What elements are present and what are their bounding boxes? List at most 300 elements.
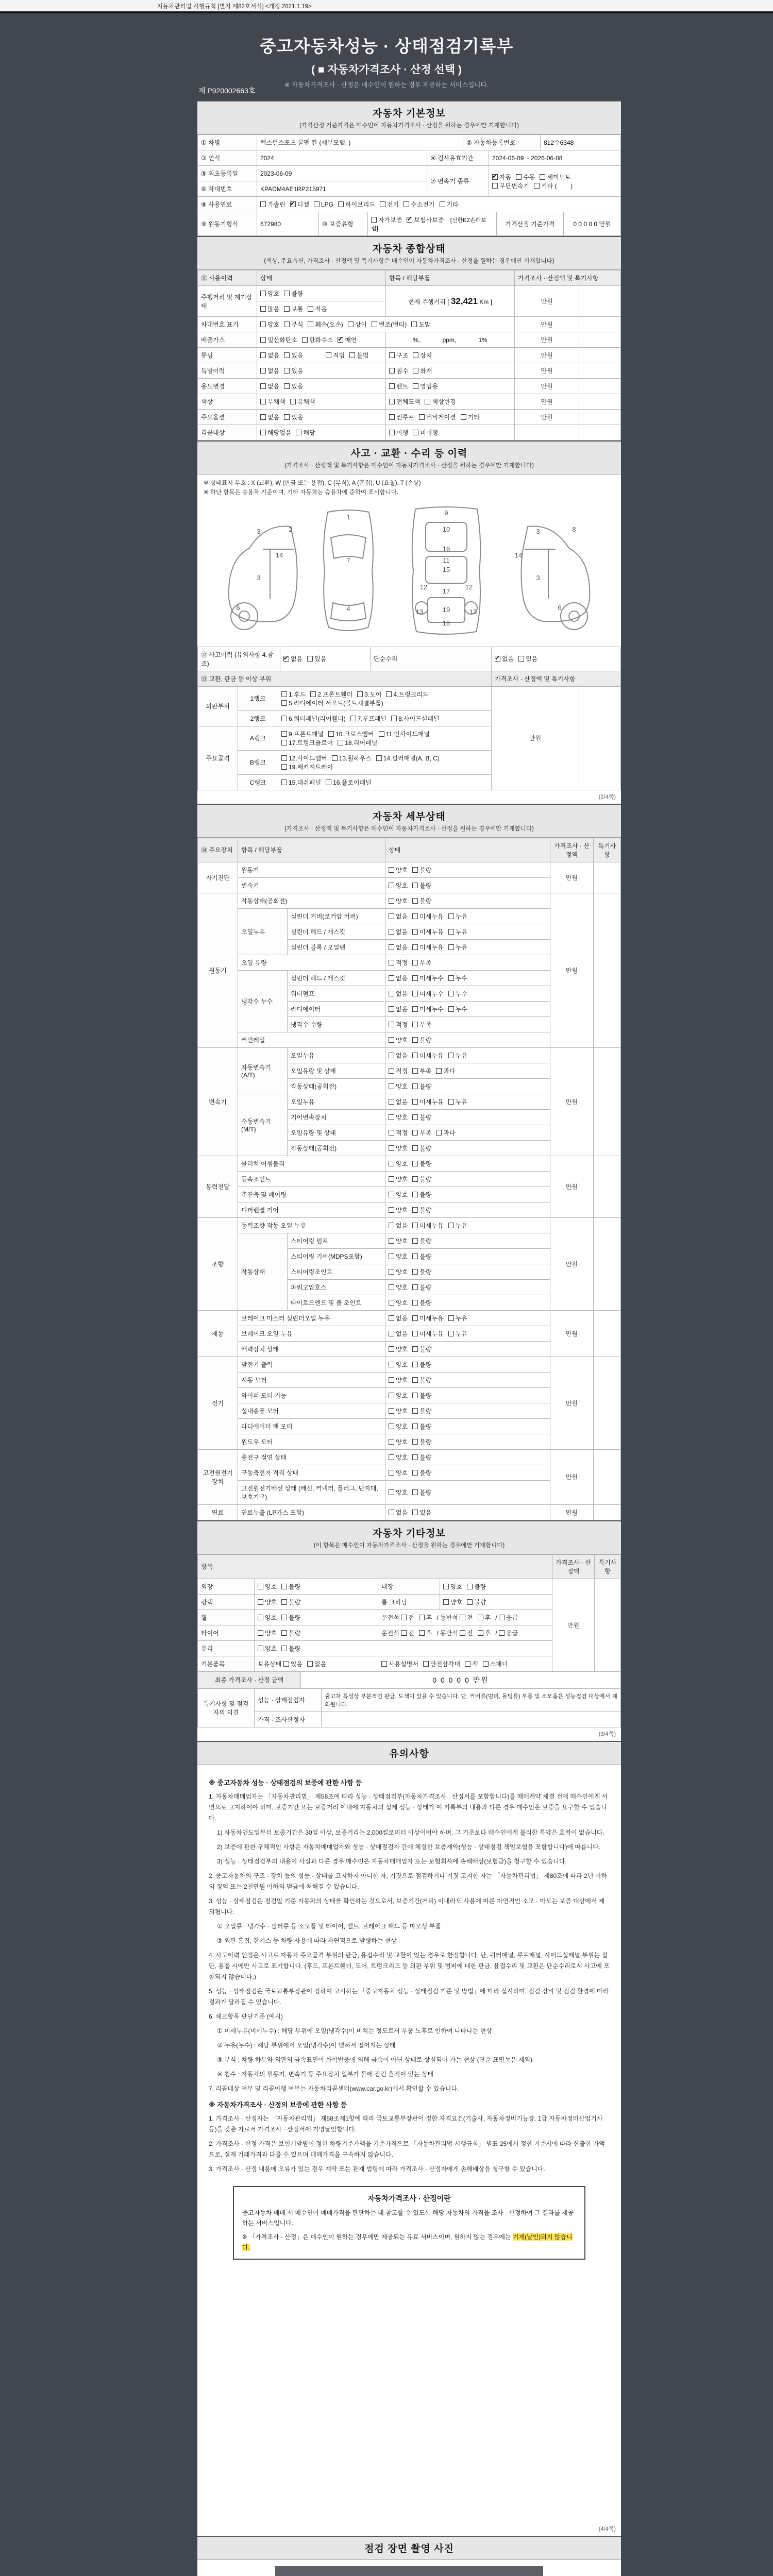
color-price: 만원: [515, 394, 579, 410]
checkbox-label: 불량: [419, 1160, 432, 1167]
group-note: [594, 1217, 621, 1310]
checkbox-양호[interactable]: [389, 1192, 394, 1197]
checkbox-불량[interactable]: [412, 1083, 418, 1089]
checkbox-label: 양호: [396, 1422, 408, 1430]
checkbox-option: [401, 1629, 414, 1637]
checkbox-무채색[interactable]: [260, 399, 266, 404]
checkbox-자가보증[interactable]: [371, 217, 377, 223]
fuel-options: [257, 197, 621, 212]
checkbox-양호[interactable]: [258, 1630, 263, 1636]
checkbox-label: 양호: [396, 1345, 408, 1353]
checkbox-option: [413, 428, 438, 437]
checkbox-양호[interactable]: [443, 1599, 449, 1605]
checkbox-부족[interactable]: [412, 1068, 418, 1074]
checkbox-미세누유[interactable]: [412, 929, 418, 935]
checkbox-option: [412, 1113, 431, 1122]
checkbox-option: [389, 1422, 408, 1431]
checkbox-적정[interactable]: [389, 1068, 394, 1074]
checkbox-미세누수[interactable]: [412, 1006, 418, 1012]
checkbox-양호[interactable]: [389, 867, 394, 873]
checkbox-12.사이드멤버[interactable]: [281, 755, 287, 761]
checkbox-option: [258, 1613, 277, 1622]
checkbox-스패너[interactable]: [483, 1661, 489, 1667]
checkbox-양호[interactable]: [389, 1253, 394, 1259]
checkbox-해당없음[interactable]: [260, 430, 266, 435]
checkbox-후[interactable]: [478, 1630, 483, 1636]
checkbox-불량[interactable]: [412, 1114, 418, 1120]
checkbox-적음[interactable]: [308, 306, 313, 312]
checkbox-누수[interactable]: [448, 1006, 454, 1012]
checkbox-불량[interactable]: [412, 1439, 418, 1445]
tuning-checks: [257, 348, 386, 363]
checkbox-option: [448, 1221, 467, 1230]
checkbox-훼손(오손)[interactable]: [308, 321, 313, 327]
checkbox-16.플로어패널[interactable]: [326, 779, 331, 785]
checkbox-미세누유[interactable]: [412, 1053, 418, 1058]
checkbox-있음[interactable]: [284, 383, 290, 389]
checkbox-누유[interactable]: [448, 944, 454, 950]
checkbox-양호[interactable]: [260, 321, 266, 327]
checkbox-label: 잭: [472, 1660, 478, 1668]
checkbox-label: 일산화탄소: [267, 336, 297, 344]
checkbox-사용설명서[interactable]: [381, 1661, 387, 1667]
checkbox-option: [260, 366, 279, 375]
checkbox-label: 9.프론트패널: [289, 730, 324, 738]
checkbox-option: [448, 927, 467, 936]
checkbox-option: [412, 1051, 443, 1060]
checkbox-19.패키지트레이[interactable]: [281, 764, 287, 770]
checkbox-불량[interactable]: [412, 1362, 418, 1367]
checkbox-불량[interactable]: [412, 1300, 418, 1306]
checkbox-무단변속기[interactable]: [492, 183, 498, 189]
checkbox-구조[interactable]: [389, 352, 395, 358]
checkbox-부식[interactable]: [284, 321, 290, 327]
recall-done-checks: [386, 425, 515, 440]
checkbox-label: 없음: [396, 1052, 408, 1059]
checkbox-불량[interactable]: [412, 1192, 418, 1197]
checkbox-label: 양호: [396, 1252, 408, 1260]
checkbox-option: [412, 1144, 431, 1153]
checkbox-없음[interactable]: [389, 1053, 394, 1058]
checkbox-가솔린[interactable]: [260, 201, 266, 207]
diagram-number: 13: [469, 607, 477, 616]
rank-row: [198, 686, 621, 710]
checkbox-9.프론트패널[interactable]: [281, 731, 287, 737]
checkbox-없음[interactable]: [389, 975, 394, 981]
checkbox-탄화수소[interactable]: [302, 337, 308, 343]
checkbox-후[interactable]: [419, 1630, 425, 1636]
checkbox-전기[interactable]: [380, 201, 385, 207]
checkbox-있음[interactable]: [412, 1510, 418, 1515]
checkbox-미세누수[interactable]: [412, 991, 418, 996]
checkbox-수소전기[interactable]: [404, 201, 409, 207]
final-price-table: [197, 1671, 621, 1689]
checkbox-불량[interactable]: [412, 1408, 418, 1414]
tuning-price: 만원: [515, 348, 579, 363]
checkbox-누유[interactable]: [448, 1331, 454, 1336]
checkbox-미세누유[interactable]: [412, 1099, 418, 1105]
checkbox-화재[interactable]: [413, 368, 418, 374]
checkbox-없음[interactable]: [389, 1315, 394, 1321]
checkbox-안전삼각대[interactable]: [423, 1661, 429, 1667]
checkbox-label: 양호: [265, 1614, 277, 1621]
checkbox-양호[interactable]: [389, 1176, 394, 1182]
checkbox-option: [404, 200, 434, 209]
checkbox-미세누유[interactable]: [412, 1223, 418, 1228]
checkbox-미세누수[interactable]: [412, 975, 418, 981]
checkbox-영업용[interactable]: [413, 383, 418, 389]
checkbox-10.크로스멤버[interactable]: [328, 731, 334, 737]
checkbox-양호[interactable]: [389, 1454, 394, 1460]
checkbox-유채색[interactable]: [290, 399, 296, 404]
checkbox-label: 매연: [345, 336, 357, 344]
checkbox-기타[interactable]: [461, 414, 466, 420]
checkbox-적정[interactable]: [389, 960, 394, 965]
checkbox-없음[interactable]: [389, 1099, 394, 1105]
checkbox-과다[interactable]: [436, 1068, 442, 1074]
checkbox-적정[interactable]: [389, 1022, 394, 1027]
checkbox-있음[interactable]: [284, 414, 290, 420]
checkbox-양호[interactable]: [389, 1423, 394, 1429]
options-checks: [257, 410, 386, 425]
checkbox-불량[interactable]: [412, 1037, 418, 1043]
color-checks: [257, 394, 386, 410]
checkbox-양호[interactable]: [389, 1037, 394, 1043]
notice-item: 2. 가격조사 · 산정 가격은 보험개발원이 정한 차량기준가액을 기준가격으로 「자동차관리법 시행규칙」 별표 25에서 정한 기준서에 따라 산출한 가액으로, 실제 거래가격과 다를 수 있으며 매매가격을 구속하지 않습니다.: [209, 2140, 605, 2158]
checkbox-양호[interactable]: [389, 1346, 394, 1352]
checkbox-양호[interactable]: [258, 1615, 263, 1620]
checkbox-불량[interactable]: [281, 1599, 287, 1605]
checkbox-불량[interactable]: [281, 1630, 287, 1636]
checkbox-불량[interactable]: [412, 1145, 418, 1151]
checkbox-누수[interactable]: [448, 991, 454, 996]
checkbox-양호[interactable]: [389, 1238, 394, 1244]
checkbox-네비게이션[interactable]: [419, 414, 425, 420]
checkbox-미세누유[interactable]: [412, 1331, 418, 1336]
checkbox-없음[interactable]: [495, 656, 500, 662]
checkbox-양호[interactable]: [389, 1269, 394, 1275]
checkbox-불량[interactable]: [412, 1470, 418, 1476]
checkbox-불량[interactable]: [412, 867, 418, 873]
checkbox-불량[interactable]: [412, 1161, 418, 1166]
checkbox-누유[interactable]: [448, 929, 454, 935]
checkbox-불량[interactable]: [412, 1253, 418, 1259]
checkbox-불량[interactable]: [467, 1599, 473, 1605]
checkbox-5.라디에이터 서포트(볼트체결부품)[interactable]: [281, 700, 287, 706]
checkbox-17.트렁크플로어[interactable]: [281, 740, 287, 745]
checkbox-없음[interactable]: [260, 383, 266, 389]
checkbox-11.인사이드패널[interactable]: [379, 731, 384, 737]
checkbox-label: 미세누유: [419, 943, 444, 951]
checkbox-label: 불량: [419, 1191, 432, 1198]
checkbox-누유[interactable]: [448, 1223, 454, 1228]
checkbox-양호[interactable]: [389, 1083, 394, 1089]
interior-label: 내장: [378, 1579, 440, 1594]
checkbox-3.도어[interactable]: [357, 691, 363, 697]
checkbox-응급[interactable]: [499, 1630, 505, 1636]
checkbox-있음[interactable]: [518, 656, 524, 662]
checkbox-장치[interactable]: [413, 352, 418, 358]
checkbox-option: [381, 1659, 418, 1668]
checkbox-보통[interactable]: [284, 306, 290, 312]
checkbox-LPG[interactable]: [314, 201, 320, 207]
checkbox-7.루프패널[interactable]: [350, 716, 356, 721]
checkbox-13.휠하우스[interactable]: [332, 755, 338, 761]
checkbox-없음[interactable]: [283, 656, 289, 662]
checkbox-없음[interactable]: [389, 991, 394, 996]
checkbox-양호[interactable]: [389, 1145, 394, 1151]
checkbox-미세누유[interactable]: [412, 1315, 418, 1321]
checkbox-label: 부식: [291, 321, 304, 328]
checkbox-후[interactable]: [419, 1615, 425, 1620]
checkbox-2.프론트휀더[interactable]: [310, 691, 316, 697]
checkbox-불량[interactable]: [412, 898, 418, 904]
checkbox-후[interactable]: [478, 1615, 483, 1620]
checkbox-4.트렁크리드[interactable]: [386, 691, 392, 697]
checkbox-label: 양호: [396, 1175, 408, 1183]
checkbox-양호[interactable]: [389, 1207, 394, 1213]
checkbox-불량[interactable]: [412, 1269, 418, 1275]
recall-price: [515, 425, 579, 440]
checkbox-잭[interactable]: [465, 1661, 470, 1667]
checkbox-14.필러패널(A, B, C)[interactable]: [376, 755, 382, 761]
checkbox-option: [389, 1345, 408, 1353]
checkbox-불량[interactable]: [412, 1176, 418, 1182]
checkbox-기타 ( )[interactable]: [534, 183, 540, 189]
checkbox-해당[interactable]: [296, 430, 301, 435]
checkbox-불량[interactable]: [412, 1377, 418, 1383]
checkbox-양호[interactable]: [258, 1646, 263, 1651]
checkbox-불량[interactable]: [412, 1393, 418, 1398]
table-row: [198, 348, 621, 363]
checkbox-전[interactable]: [460, 1630, 465, 1636]
checkbox-불량[interactable]: [281, 1584, 287, 1589]
diagram-number: 14: [275, 551, 283, 559]
checkbox-양호[interactable]: [389, 1161, 394, 1166]
checkbox-누유[interactable]: [448, 1315, 454, 1321]
checkbox-미세누유[interactable]: [412, 944, 418, 950]
item-state-checks: [385, 1156, 550, 1171]
checkbox-option: [389, 927, 408, 936]
checkbox-과다[interactable]: [436, 1130, 442, 1136]
checkbox-누유[interactable]: [448, 1099, 454, 1105]
checkbox-15.대쉬패널[interactable]: [281, 779, 287, 785]
checkbox-label: 10.크로스멤버: [335, 730, 374, 738]
checkbox-불량[interactable]: [412, 883, 418, 888]
checkbox-매연[interactable]: [338, 337, 343, 343]
checkbox-디젤[interactable]: [290, 201, 296, 207]
checkbox-불량[interactable]: [281, 1646, 287, 1651]
checkbox-전체도색[interactable]: [389, 399, 395, 404]
checkbox-양호[interactable]: [389, 1470, 394, 1476]
options-label: 주요옵션: [198, 410, 257, 425]
checkbox-양호[interactable]: [443, 1584, 449, 1589]
checkbox-전[interactable]: [460, 1615, 465, 1620]
mileage-price: 만원: [515, 286, 579, 317]
checkbox-있음[interactable]: [307, 656, 313, 662]
checkbox-부족[interactable]: [412, 1130, 418, 1136]
checkbox-label: 누유: [455, 943, 467, 951]
checkbox-불량[interactable]: [412, 1238, 418, 1244]
checkbox-기타[interactable]: [440, 201, 445, 207]
checkbox-불량[interactable]: [412, 1489, 418, 1495]
checkbox-변조(변타)[interactable]: [372, 321, 377, 327]
checkbox-보험사보증[interactable]: [407, 217, 412, 223]
etc-col-price: 가격조사 · 산정액: [552, 1554, 595, 1579]
checkbox-미이행[interactable]: [413, 430, 418, 435]
item-label: 기어변속장치: [288, 1109, 385, 1125]
checkbox-option: [412, 1406, 431, 1415]
checkbox-양호[interactable]: [389, 1439, 394, 1445]
usage-type-checks: [386, 379, 515, 394]
checkbox-option: [448, 974, 467, 982]
checkbox-없음[interactable]: [389, 1223, 394, 1228]
checkbox-양호[interactable]: [389, 1362, 394, 1367]
checkbox-썬루프[interactable]: [389, 414, 395, 420]
checkbox-label: 불량: [419, 1489, 432, 1497]
checkbox-이행[interactable]: [389, 430, 395, 435]
checkbox-option: [357, 690, 381, 699]
checkbox-양호[interactable]: [258, 1599, 263, 1605]
checkbox-양호[interactable]: [389, 1393, 394, 1398]
checkbox-침수[interactable]: [389, 368, 395, 374]
checkbox-없음[interactable]: [389, 913, 394, 919]
checkbox-label: 미세누유: [419, 1330, 444, 1337]
checkbox-option: [460, 1613, 473, 1622]
checkbox-option: [518, 654, 537, 663]
checkbox-option: [389, 366, 408, 375]
checkbox-전[interactable]: [401, 1615, 407, 1620]
checkbox-option: [258, 1598, 277, 1606]
checkbox-있음[interactable]: [284, 352, 290, 358]
exterior-checks: [255, 1579, 378, 1594]
checkbox-양호[interactable]: [258, 1584, 263, 1589]
checkbox-없음[interactable]: [389, 1331, 394, 1336]
checkbox-option: [281, 762, 333, 771]
checkbox-있음[interactable]: [284, 368, 290, 374]
checkbox-적법[interactable]: [326, 352, 331, 358]
checkbox-option: [389, 1113, 408, 1122]
checkbox-누유[interactable]: [448, 1053, 454, 1058]
checkbox-option: [499, 1613, 518, 1622]
item-label: 작동상태(공회전): [288, 1140, 385, 1156]
checkbox-불량[interactable]: [412, 1454, 418, 1460]
checkbox-불량[interactable]: [412, 1207, 418, 1213]
legend-line1: ※ 상태표시 부호 : X (교환), W (판금 또는 용접), C (부식), A (흠집), U (요철), T (손상): [204, 480, 421, 486]
checkbox-많음[interactable]: [260, 306, 266, 312]
checkbox-누수[interactable]: [448, 975, 454, 981]
section-etc-header: [197, 1520, 621, 1554]
checkbox-불법[interactable]: [349, 352, 355, 358]
checkbox-양호[interactable]: [389, 1114, 394, 1120]
page-marker: (3/4쪽): [598, 1731, 616, 1737]
checkbox-있음[interactable]: [283, 1661, 289, 1667]
checkbox-없음[interactable]: [389, 1006, 394, 1012]
checkbox-18.리어패널[interactable]: [338, 740, 343, 745]
checkbox-없음[interactable]: [260, 368, 266, 374]
group-note: [594, 1357, 621, 1449]
checkbox-option: [389, 397, 420, 406]
checkbox-양호[interactable]: [260, 291, 266, 296]
checkbox-없음[interactable]: [260, 352, 266, 358]
checkbox-전[interactable]: [401, 1630, 407, 1636]
checkbox-option: [376, 754, 440, 762]
checkbox-불량[interactable]: [467, 1584, 473, 1589]
rank-price: 만원: [492, 686, 579, 790]
item-state-checks: [385, 1295, 550, 1310]
checkbox-양호[interactable]: [389, 1408, 394, 1414]
checkbox-적정[interactable]: [389, 1130, 394, 1136]
checkbox-8.사이드실패널[interactable]: [391, 716, 397, 721]
checkbox-수동[interactable]: [516, 174, 522, 180]
checkbox-일산화탄소[interactable]: [260, 337, 266, 343]
checkbox-option: [260, 289, 279, 298]
checkbox-불량[interactable]: [412, 1346, 418, 1352]
item-state-checks: [385, 1248, 550, 1264]
notice-item: 3. 성능 · 상태점검은 점검일 기준 자동차의 상태를 확인하는 것으로서, 보증기간(거리) 이내라도 사용에 따른 자연적인 소모 · 마모는 보증 대상에서 제외됩니다.: [209, 1897, 605, 1916]
checkbox-양호[interactable]: [389, 883, 394, 888]
checkbox-없음[interactable]: [260, 414, 266, 420]
checkbox-6.쿼터패널(리어휀더)[interactable]: [281, 716, 287, 721]
checkbox-부족[interactable]: [412, 960, 418, 965]
checkbox-없음[interactable]: [389, 944, 394, 950]
checkbox-label: 양호: [396, 1299, 408, 1307]
checkbox-부족[interactable]: [412, 1022, 418, 1027]
checkbox-option: [314, 201, 333, 208]
item-state-checks: [385, 1418, 550, 1434]
engine-type-value: 672980: [257, 212, 319, 236]
checkbox-불량[interactable]: [281, 1615, 287, 1620]
checkbox-불량[interactable]: [284, 291, 290, 296]
checkbox-색상변경[interactable]: [425, 399, 430, 404]
checkbox-렌트[interactable]: [389, 383, 395, 389]
checkbox-불량[interactable]: [412, 1284, 418, 1290]
checkbox-상이[interactable]: [348, 321, 354, 327]
checkbox-누유[interactable]: [448, 913, 454, 919]
checkbox-option: [389, 428, 408, 437]
checkbox-1.후드[interactable]: [281, 691, 287, 697]
checkbox-불량[interactable]: [412, 1423, 418, 1429]
checkbox-도말[interactable]: [411, 321, 417, 327]
checkbox-양호[interactable]: [389, 1489, 394, 1495]
checkbox-없음[interactable]: [307, 1661, 313, 1667]
diagram-number: 7: [346, 556, 350, 564]
checkbox-option: [326, 778, 372, 787]
checkbox-미세누유[interactable]: [412, 913, 418, 919]
checkbox-label: 해당없음: [267, 429, 292, 436]
section-basic-subtitle: (가격산정 기준가격은 매수인이 자동차가격조사 · 산정을 원하는 경우에만 기재합니다): [299, 123, 519, 129]
checkbox-양호[interactable]: [389, 1377, 394, 1383]
checkbox-없음[interactable]: [389, 929, 394, 935]
checkbox-세미오토[interactable]: [540, 174, 545, 180]
checkbox-양호[interactable]: [389, 1284, 394, 1290]
checkbox-label: 없음: [396, 1098, 408, 1106]
checkbox-없음[interactable]: [389, 1510, 394, 1515]
checkbox-option: [389, 1066, 408, 1075]
transmission-options: [489, 166, 621, 197]
checkbox-자동[interactable]: [492, 174, 498, 180]
checkbox-양호[interactable]: [389, 898, 394, 904]
document-header: [0, 11, 773, 100]
item-state-checks: [385, 986, 550, 1001]
special-label: 특별이력: [198, 363, 257, 379]
checkbox-label: 부족: [419, 1067, 432, 1075]
checkbox-응급[interactable]: [499, 1615, 505, 1620]
checkbox-양호[interactable]: [389, 1300, 394, 1306]
checkbox-하이브리드[interactable]: [338, 201, 344, 207]
inspector-notes-table: [197, 1688, 621, 1727]
item-state-checks: [385, 1465, 550, 1480]
